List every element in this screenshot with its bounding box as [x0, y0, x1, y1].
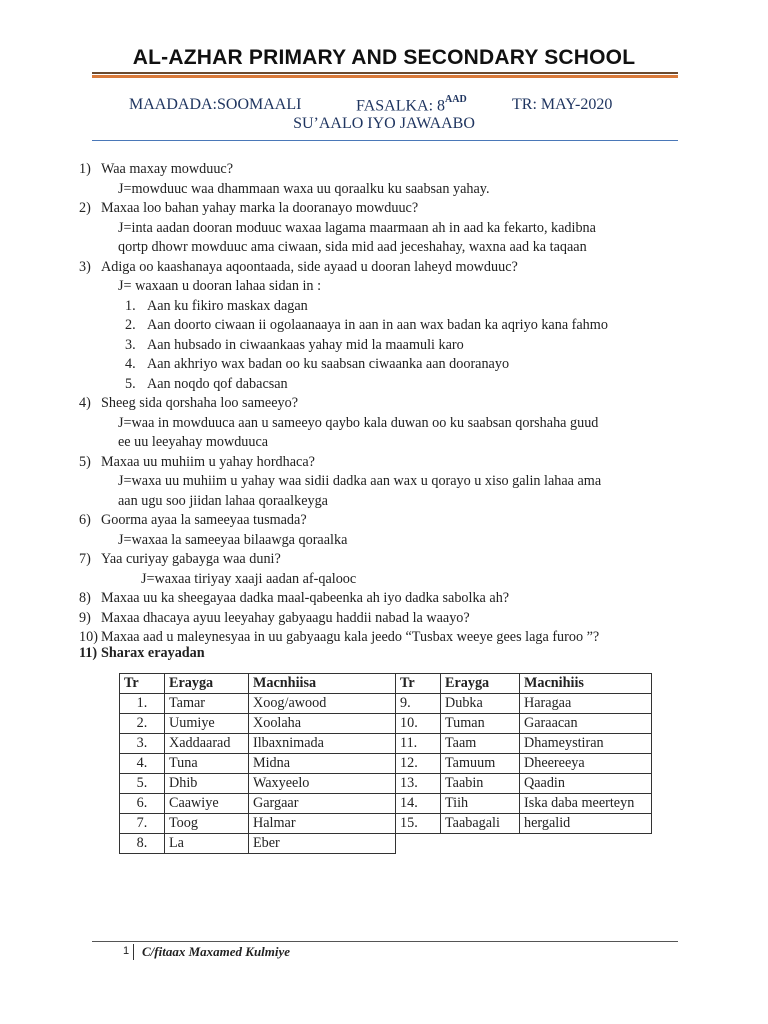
- section-11-heading: [79, 645, 205, 662]
- line-number: 4): [79, 395, 91, 411]
- table-cell: 7.: [120, 814, 165, 834]
- line-number: 3.: [125, 336, 136, 353]
- table-cell: 9.: [396, 694, 441, 714]
- line-text: Maxaa dhacaya ayuu leeyahay gabyaagu haddii nabad la waayo?: [101, 609, 470, 626]
- table-cell: Xoog/awood: [249, 694, 396, 714]
- line-text: J=waxaa tiriyay xaaji aadan af-qalooc: [141, 570, 357, 587]
- table-cell: 13.: [396, 774, 441, 794]
- table-cell: Dhameystiran: [520, 734, 652, 754]
- line-text: Aan noqdo qof dabacsan: [147, 375, 288, 392]
- table-row: [120, 714, 652, 734]
- table-row: [120, 754, 652, 774]
- line-number: 6): [79, 512, 91, 528]
- line-number: 1): [79, 161, 91, 177]
- line-text: Sheeg sida qorshaha loo sameeyo?: [101, 395, 298, 411]
- subject-label: MAADADA:SOOMAALI: [129, 96, 302, 113]
- line-text: Adiga oo kaashanaya aqoontaada, side ayaad u dooran laheyd mowduuc?: [101, 258, 518, 275]
- table-cell: La: [165, 834, 249, 854]
- table-row: [120, 734, 652, 754]
- document-subtitle: SU’AALO IYO JAWAABO: [293, 115, 475, 132]
- table-cell: Iska daba meerteyn: [520, 794, 652, 814]
- class-superscript: AAD: [445, 94, 467, 105]
- header-macnhiisa: Macnhiisa: [249, 674, 396, 694]
- table-row: [120, 774, 652, 794]
- table-cell: 4.: [120, 754, 165, 774]
- table-row: [120, 814, 652, 834]
- header-erayga: Erayga: [165, 674, 249, 694]
- line-number: 5): [79, 453, 91, 470]
- table-cell: Tamuum: [441, 754, 520, 774]
- header-macnihiis: Macnihiis: [520, 674, 652, 694]
- vocabulary-table: [119, 673, 652, 854]
- line-text: aan ugu soo jiidan lahaa qoraalkeyga: [118, 492, 328, 509]
- table-cell: Garaacan: [520, 714, 652, 734]
- page-number: 1: [123, 945, 130, 957]
- table-cell: Xoolaha: [249, 714, 396, 734]
- header-tr: Tr: [120, 674, 165, 694]
- footer-separator: [133, 944, 134, 960]
- table-cell: 12.: [396, 754, 441, 774]
- school-title: AL-AZHAR PRIMARY AND SECONDARY SCHOOL: [132, 46, 636, 69]
- table-cell: hergalid: [520, 814, 652, 834]
- section-11-number: 11): [79, 645, 98, 661]
- line-text: J=mowduuc waa dhammaan waxa uu qoraalku ku saabsan yahay.: [118, 180, 490, 197]
- table-cell: 11.: [396, 734, 441, 754]
- line-text: Maxaa uu ka sheegayaa dadka maal-qabeenka ah iyo dadka sabolka ah?: [101, 590, 510, 606]
- table-cell: 5.: [120, 774, 165, 794]
- table-cell: Eber: [249, 834, 396, 854]
- table-header-row: [120, 674, 652, 694]
- table-cell: Tiih: [441, 794, 520, 814]
- line-text: Aan akhriyo wax badan oo ku saabsan ciwaanka aan dooranayo: [147, 356, 510, 372]
- table-cell: 8.: [120, 834, 165, 854]
- table-cell: Haragaa: [520, 694, 652, 714]
- footer-rule: [92, 941, 678, 942]
- line-text: Aan doorto ciwaan ii ogolaanaaya in aan in aan wax badan ka aqriyo kana fahmo: [147, 317, 608, 333]
- line-text: J=waa in mowduuca aan u sameeyo qaybo kala duwan oo ku saabsan qorshaha guud: [118, 414, 599, 431]
- header-erayga-2: Erayga: [441, 674, 520, 694]
- table-cell: 1.: [120, 694, 165, 714]
- author-name: C/fitaax Maxamed Kulmiye: [142, 944, 291, 959]
- table-cell: [520, 834, 652, 854]
- table-cell: Halmar: [249, 814, 396, 834]
- line-text: Aan ku fikiro maskax dagan: [147, 297, 308, 314]
- line-number: 8): [79, 590, 91, 606]
- table-cell: Waxyeelo: [249, 774, 396, 794]
- table-cell: Ilbaxnimada: [249, 734, 396, 754]
- line-text: Waa maxay mowduuc?: [101, 161, 234, 177]
- line-number: 2): [79, 200, 91, 216]
- line-number: 4.: [125, 356, 136, 372]
- table-cell: Taabin: [441, 774, 520, 794]
- table-row: [120, 834, 652, 854]
- table-cell: Caawiye: [165, 794, 249, 814]
- table-cell: [396, 834, 441, 854]
- line-text: Goorma ayaa la sameeyaa tusmada?: [101, 512, 307, 528]
- table-cell: Tamar: [165, 694, 249, 714]
- table-cell: Taabagali: [441, 814, 520, 834]
- table-cell: Gargaar: [249, 794, 396, 814]
- title-rule: [92, 72, 678, 74]
- line-number: 3): [79, 258, 91, 275]
- table-cell: 3.: [120, 734, 165, 754]
- line-number: 1.: [125, 297, 136, 314]
- table-row: [120, 794, 652, 814]
- table-cell: Xaddaarad: [165, 734, 249, 754]
- line-text: Aan hubsado in ciwaankaas yahay mid la maamuli karo: [147, 336, 464, 353]
- table-cell: 15.: [396, 814, 441, 834]
- line-number: 9): [79, 609, 91, 626]
- table-cell: 14.: [396, 794, 441, 814]
- table-cell: Toog: [165, 814, 249, 834]
- table-cell: Qaadin: [520, 774, 652, 794]
- line-number: 10): [79, 629, 98, 645]
- table-cell: Dhib: [165, 774, 249, 794]
- line-text: Maxaa uu muhiim u yahay hordhaca?: [101, 453, 315, 470]
- line-text: J=inta aadan dooran moduuc waxaa lagama maarmaan ah in aad ka fekarto, kadibna: [118, 219, 596, 236]
- line-number: 5.: [125, 375, 136, 392]
- table-cell: Midna: [249, 754, 396, 774]
- table-row: [120, 694, 652, 714]
- line-text: J=waxa uu muhiim u yahay waa sidii dadka aan wax u qorayo u xiso galin lahaa ama: [118, 473, 602, 489]
- date-label: TR: MAY-2020: [512, 96, 613, 113]
- line-text: J=waxaa la sameeyaa bilaawga qoraalka: [118, 531, 348, 548]
- class-label: FASALKA: $8^{AAD}$: [356, 94, 467, 115]
- table-cell: Uumiye: [165, 714, 249, 734]
- table-cell: Taam: [441, 734, 520, 754]
- table-cell: Tuna: [165, 754, 249, 774]
- line-text: qortp dhowr mowduuc ama ciwaan, sida mid aad jeceshahay, waxna aad ka taqaan: [118, 239, 587, 255]
- title-rule-accent: [92, 75, 678, 78]
- table-cell: Tuman: [441, 714, 520, 734]
- line-text: ee uu leeyahay mowduuca: [118, 434, 269, 450]
- header-divider: [92, 140, 678, 141]
- line-number: 7): [79, 551, 91, 567]
- line-text: Maxaa loo bahan yahay marka la dooranayo mowduuc?: [101, 200, 419, 216]
- line-text: Yaa curiyay gabayga waa duni?: [101, 551, 281, 567]
- line-text: J= waxaan u dooran lahaa sidan in :: [118, 278, 322, 294]
- line-number: 2.: [125, 317, 136, 333]
- table-cell: 10.: [396, 714, 441, 734]
- line-text: Maxaa aad u maleynesyaa in uu gabyaagu kala jeedo “Tusbax weeye gees laga furoo ”?: [101, 629, 600, 645]
- table-cell: 6.: [120, 794, 165, 814]
- table-cell: [441, 834, 520, 854]
- section-11-title: Sharax erayadan: [101, 645, 205, 661]
- table-cell: Dheereeya: [520, 754, 652, 774]
- table-cell: Dubka: [441, 694, 520, 714]
- table-cell: 2.: [120, 714, 165, 734]
- header-tr-2: Tr: [396, 674, 441, 694]
